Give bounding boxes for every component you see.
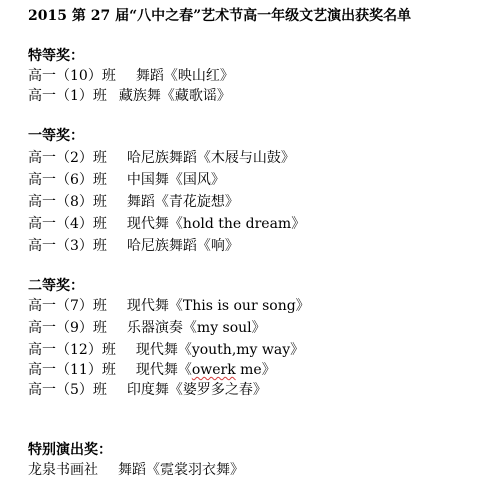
- entry-class: 高一（5）班: [28, 382, 107, 398]
- entry-class: 高一（7）班: [28, 298, 107, 314]
- entry-work: 哈尼族舞蹈《响》: [126, 238, 239, 254]
- second-prize-entry: [28, 340, 304, 360]
- spellcheck-flagged-word: owerk: [191, 362, 236, 378]
- entry-class: 高一（9）班: [28, 320, 107, 336]
- first-prize-heading: 一等奖：: [28, 128, 84, 144]
- entry-class: 龙泉书画社: [28, 462, 98, 478]
- entry-class: 高一（11）班: [28, 362, 116, 378]
- special-prize-entry: [28, 86, 231, 106]
- first-prize-entry: [28, 214, 305, 234]
- special-performance-entry: [28, 460, 244, 480]
- entry-work: 现代舞《This is our song》: [126, 298, 310, 314]
- entry-work: 藏族舞《藏歌谣》: [118, 88, 231, 104]
- special-prize-entry: [28, 66, 234, 86]
- special-performance-heading: 特别演出奖：: [28, 442, 112, 458]
- entry-work: 乐器演奏《my soul》: [126, 320, 266, 336]
- entry-class: 高一（6）班: [28, 172, 107, 188]
- entry-work-suffix: me》: [235, 362, 276, 378]
- entry-class: 高一（3）班: [28, 238, 107, 254]
- first-prize-entry: [28, 236, 239, 256]
- special-prize-heading: 特等奖：: [28, 48, 84, 64]
- entry-work: 舞蹈《青花旋想》: [126, 194, 239, 210]
- first-prize-entry: [28, 148, 295, 168]
- entry-class: 高一（2）班: [28, 150, 107, 166]
- entry-class: 高一（10）班: [28, 68, 116, 84]
- entry-work: 中国舞《国风》: [126, 172, 225, 188]
- first-prize-entry: [28, 192, 239, 212]
- entry-class: 高一（8）班: [28, 194, 107, 210]
- second-prize-entry: [28, 380, 267, 400]
- entry-class: 高一（4）班: [28, 216, 107, 232]
- entry-work: 舞蹈《霓裳羽衣舞》: [118, 462, 244, 478]
- entry-class: 高一（1）班: [28, 88, 107, 104]
- first-prize-entry: [28, 170, 225, 190]
- second-prize-entry: [28, 318, 266, 338]
- entry-work-prefix: 现代舞《: [135, 362, 192, 378]
- entry-work: 现代舞《youth,my way》: [135, 342, 305, 358]
- entry-work: 现代舞《hold the dream》: [126, 216, 306, 232]
- second-prize-heading: 二等奖：: [28, 278, 84, 294]
- entry-work: 印度舞《婆罗多之春》: [126, 382, 267, 398]
- entry-work: 舞蹈《映山红》: [135, 68, 234, 84]
- entry-work: 哈尼族舞蹈《木屐与山鼓》: [126, 150, 295, 166]
- second-prize-entry: [28, 296, 310, 316]
- second-prize-entry: [28, 360, 276, 380]
- document-title: 2015 第 27 届“八中之春”艺术节高一年级文艺演出获奖名单: [28, 8, 412, 24]
- entry-class: 高一（12）班: [28, 342, 116, 358]
